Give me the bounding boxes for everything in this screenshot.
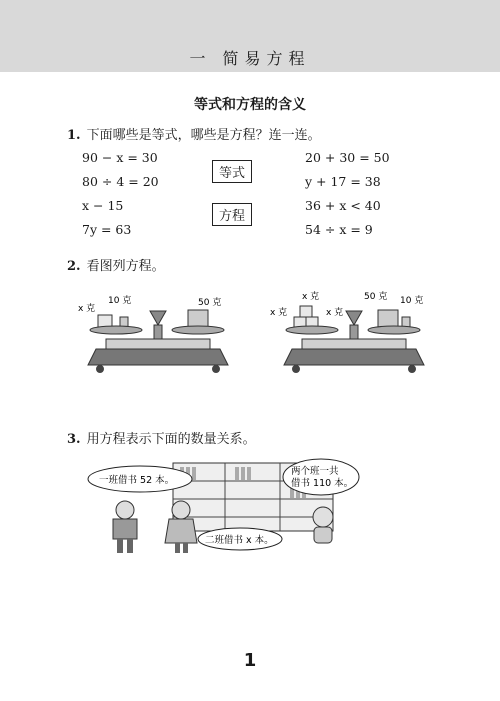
left-pan	[286, 326, 338, 334]
right-expr-3: 36 + x < 40	[305, 198, 381, 213]
scale2-10g-label: 10 克	[400, 296, 424, 306]
question-1-number: 1.	[67, 128, 81, 143]
scale2-x-label-1: x 克	[270, 308, 288, 318]
balance-scale-1	[70, 285, 250, 380]
left-expr-2: 80 ÷ 4 = 20	[82, 174, 159, 189]
right-pan	[368, 326, 420, 334]
scale-pointer	[150, 311, 166, 325]
question-3-prompt: 用方程表示下面的数量关系。	[86, 432, 256, 447]
bubble2-line2: 借书 110 本。	[291, 478, 354, 489]
balance-scale-2	[268, 285, 448, 380]
right-expr-1: 20 + 30 = 50	[305, 150, 390, 165]
page-number: 1	[243, 650, 257, 671]
chapter-title: 一 简易方程	[189, 49, 311, 68]
left-expr-4: 7y = 63	[82, 222, 132, 237]
left-expr-3: x − 15	[82, 198, 124, 213]
weight-50g	[188, 310, 208, 328]
scale2-x-label-2: x 克	[302, 292, 320, 302]
left-pan	[90, 326, 142, 334]
box-fangcheng-label[interactable]: 方程	[212, 203, 252, 226]
mascot-avatar	[313, 507, 333, 527]
right-expr-2: y + 17 = 38	[305, 174, 381, 189]
question-1-prompt: 下面哪些是等式，哪些是方程？连一连。	[86, 128, 321, 143]
right-pan	[172, 326, 224, 334]
scale2-50g-label: 50 克	[364, 292, 388, 302]
scale-base	[88, 349, 228, 365]
library-illustration	[85, 455, 360, 560]
scale1-10g-label: 10 克	[108, 296, 132, 306]
section-title: 等式和方程的含义	[194, 97, 306, 113]
bubble2-line1: 两个班一共	[291, 466, 339, 477]
question-2	[67, 255, 165, 274]
bubble3-text: 二班借书 x 本。	[205, 535, 274, 546]
question-3-number: 3.	[67, 432, 81, 447]
girl-avatar	[172, 501, 190, 519]
question-1	[67, 124, 321, 143]
boy-avatar	[116, 501, 134, 519]
weight-50g	[378, 310, 398, 328]
unknown-weight-box	[300, 306, 312, 317]
scale-base	[284, 349, 424, 365]
question-3	[67, 428, 256, 447]
right-expr-4: 54 ÷ x = 9	[305, 222, 373, 237]
speech-bubble-2	[283, 459, 359, 495]
question-2-number: 2.	[67, 259, 81, 274]
scale-pointer	[346, 311, 362, 325]
scale1-x-label: x 克	[78, 304, 96, 314]
scale1-50g-label: 50 克	[198, 298, 222, 308]
scale2-x-label-3: x 克	[326, 308, 344, 318]
box-equation-label[interactable]: 等式	[212, 160, 252, 183]
question-2-prompt: 看图列方程。	[86, 259, 165, 274]
scale-beam	[106, 339, 210, 349]
bubble1-text: 一班借书 52 本。	[99, 475, 175, 486]
left-expr-1: 90 − x = 30	[82, 150, 158, 165]
scale-beam	[302, 339, 406, 349]
